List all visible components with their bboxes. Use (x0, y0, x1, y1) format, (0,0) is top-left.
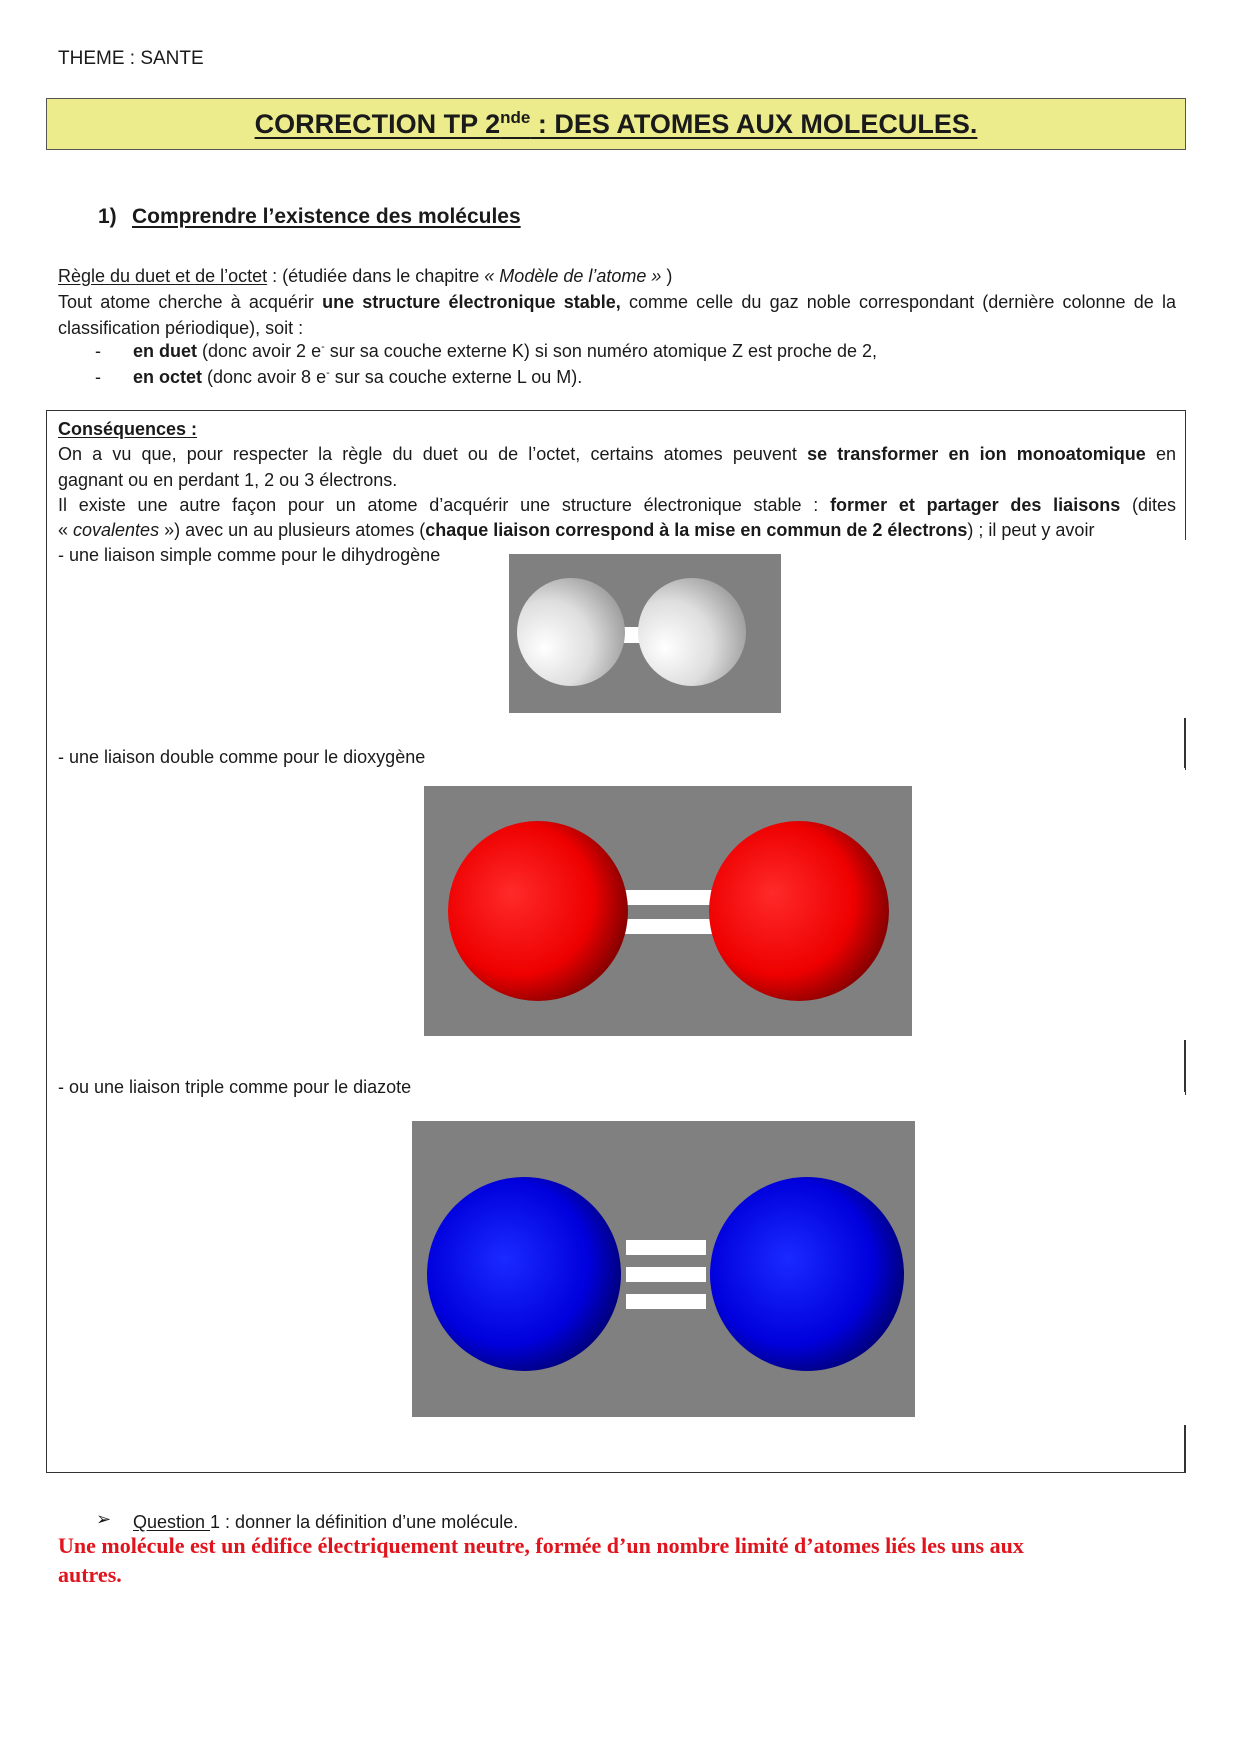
section-number: 1) (98, 205, 117, 228)
duet-bold: en duet (133, 341, 198, 361)
cons-text: ») avec un au plusieurs atomes ( (159, 520, 426, 540)
consequences-line-3 (58, 492, 1176, 518)
octet-text: (donc avoir 8 e (202, 367, 327, 387)
question-text: 1 : donner la définition d’une molécule. (210, 1512, 519, 1532)
double-bond-caption: - une liaison double comme pour le dioxygène (58, 747, 426, 767)
oxygen-atom-right (709, 821, 889, 1001)
cons-text-end: ) ; il peut y avoir (967, 520, 1095, 540)
page-title (46, 98, 1186, 150)
rule-bold: une structure électronique stable, (322, 292, 621, 312)
dihydrogen-model (509, 554, 781, 713)
consequences-line-1 (58, 441, 1176, 467)
section-heading (98, 205, 521, 229)
octet-item (133, 367, 582, 388)
theme-label: THEME : SANTE (58, 48, 204, 69)
rule-line-2 (58, 289, 1176, 315)
answer-line-2: autres. (58, 1562, 122, 1587)
rule-label: Règle du duet et de l’octet (58, 266, 268, 286)
duet-sup: - (321, 341, 325, 353)
cons-text-end: (dites (1120, 495, 1176, 515)
box-gap (1181, 540, 1187, 718)
rule-close: ) (661, 266, 673, 286)
box-edge (1184, 1040, 1186, 1092)
cons-bold: se transformer en ion monoatomique (807, 444, 1146, 464)
arrow-bullet-icon: ➢ (96, 1509, 112, 1529)
duet-item (133, 341, 877, 362)
duet-text: (donc avoir 2 e (197, 341, 322, 361)
single-bond-caption: - une liaison simple comme pour le dihydrogène (58, 545, 441, 565)
rule-line-3: classification périodique), soit : (58, 318, 304, 338)
chapter-ref: « Modèle de l’atome » (484, 266, 662, 286)
cons-bold: chaque liaison correspond à la mise en commun de 2 électrons (425, 520, 968, 540)
bullet-dash: - (95, 341, 101, 361)
rule-text: Tout atome cherche à acquérir (58, 292, 323, 312)
double-bond-top (624, 890, 712, 905)
triple-bond-middle (626, 1267, 706, 1282)
octet-bold: en octet (133, 367, 203, 387)
title-superscript: nde (500, 108, 531, 127)
diazote-model (412, 1121, 915, 1417)
rule-line (58, 263, 672, 289)
cons-bold: former et partager des liaisons (830, 495, 1121, 515)
box-gap (1181, 770, 1187, 1040)
cons-text-end: en (1145, 444, 1176, 464)
box-edge (1184, 1425, 1186, 1473)
rule-intro: : (étudiée dans le chapitre (267, 266, 485, 286)
cons-text: Il existe une autre façon pour un atome d’acquérir une structure électronique stable : (58, 495, 831, 515)
cons-text: On a vu que, pour respecter la règle du duet ou de l’octet, certains atomes peuvent (58, 444, 808, 464)
duet-text-end: sur sa couche externe K) si son numéro atomique Z est proche de 2, (324, 341, 878, 361)
dioxygen-model (424, 786, 912, 1036)
consequences-heading (58, 416, 197, 442)
oxygen-atom-left (448, 821, 628, 1001)
box-edge (1184, 718, 1186, 768)
hydrogen-atom-right (638, 578, 746, 686)
cons-italic: covalentes (73, 520, 160, 540)
section-label: Comprendre l’existence des molécules (132, 205, 521, 228)
triple-bond-bottom (626, 1294, 706, 1309)
rule-text-end: comme celle du gaz noble correspondant (dernière colonne de la (620, 292, 1176, 312)
octet-sup: - (326, 367, 330, 379)
nitrogen-atom-right (710, 1177, 904, 1371)
consequences-line-2: gagnant ou en perdant 1, 2 ou 3 électrons. (58, 470, 398, 490)
octet-text-end: sur sa couche externe L ou M). (329, 367, 583, 387)
triple-bond-top (626, 1240, 706, 1255)
bullet-dash: - (95, 367, 101, 387)
nitrogen-atom-left (427, 1177, 621, 1371)
answer-text (58, 1531, 1188, 1589)
box-gap (1181, 1095, 1187, 1425)
title-text-end: : DES ATOMES AUX MOLECULES. (530, 109, 978, 139)
consequences-line-4 (58, 517, 1094, 543)
answer-line-1: Une molécule est un édifice électriquement neutre, formée d’un nombre limité d’atomes liés les uns aux (58, 1533, 1024, 1558)
consequences-title: Conséquences : (58, 419, 198, 439)
title-text: CORRECTION TP 2 (254, 109, 501, 139)
double-bond-bottom (624, 919, 712, 934)
cons-quote: « (58, 520, 74, 540)
hydrogen-atom-left (517, 578, 625, 686)
triple-bond-caption: - ou une liaison triple comme pour le diazote (58, 1077, 412, 1097)
question-label: Question (133, 1512, 211, 1532)
